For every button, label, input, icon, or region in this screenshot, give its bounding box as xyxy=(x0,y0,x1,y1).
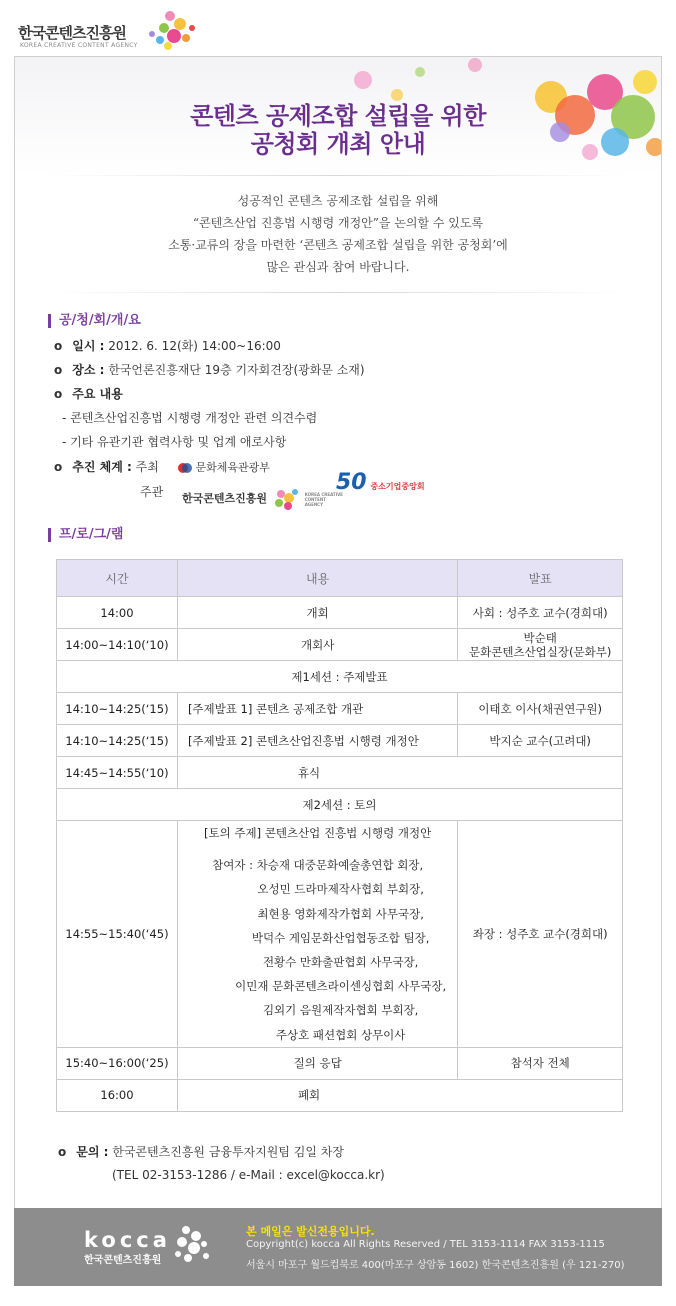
session-cell: 제2세션 : 토의 xyxy=(57,789,623,821)
intro-line: 성공적인 콘텐츠 공제조합 설립을 위해 xyxy=(237,194,439,208)
content-cell xyxy=(177,1079,622,1111)
org-label: 추진 체계 : xyxy=(72,460,132,474)
time-cell: 14:00 xyxy=(57,597,178,629)
logo-korean-text: 한국콘텐츠진흥원 xyxy=(18,24,126,42)
table-row xyxy=(57,1047,623,1079)
discussion-cell xyxy=(177,821,457,1048)
organizer-logo-kocca xyxy=(182,486,345,512)
contact-details[interactable]: (TEL 02-3153-1286 / e-Mail : excel@kocca.kr) xyxy=(112,1168,385,1182)
participant: 최현용 영화제작가협회 사무국장, xyxy=(257,906,424,921)
organizer-label: 주관 xyxy=(140,485,164,499)
logo-dots-icon xyxy=(134,8,214,54)
overview-org xyxy=(54,458,159,475)
organizer-logo-en: KOREA CREATIVE CONTENT AGENCY xyxy=(304,491,343,507)
contact-label: 문의 : xyxy=(76,1145,109,1159)
table-header-row xyxy=(57,560,623,597)
participants-label: 참여자 : xyxy=(212,858,253,873)
organizer-logo-text: 한국콘텐츠진흥원 xyxy=(182,492,268,505)
content-cell: 개회 xyxy=(177,597,457,629)
footer-dots-icon xyxy=(168,1222,214,1266)
program-heading: 프/로/그/램 xyxy=(48,528,123,542)
organizer-logo2-text: 중소기업중앙회 xyxy=(370,482,425,491)
content-cell xyxy=(177,757,622,789)
time-cell: 16:00 xyxy=(57,1079,178,1111)
time-cell: 14:45~14:55(‘10) xyxy=(57,757,178,789)
overview-heading: 공/청/회/개/요 xyxy=(48,314,141,328)
time-cell: 14:10~14:25(‘15) xyxy=(57,693,178,725)
host-label: 주최 xyxy=(135,460,159,474)
intro-line: “콘텐츠산업 진흥법 시행령 개정안”을 논의할 수 있도록 xyxy=(192,216,484,230)
speaker-cell: 참석자 전체 xyxy=(458,1047,623,1079)
participant: 전황수 만화출판협회 사무국장, xyxy=(262,955,419,970)
footer-address: 서울시 마포구 월드컵북로 400(마포구 상암동 1602) 한국콘텐츠진흥원 (우 121-270) xyxy=(246,1260,625,1271)
table-row xyxy=(57,1079,623,1111)
organizer-logo-kbiz xyxy=(336,470,425,495)
footer-brand-korean: 한국콘텐츠진흥원 xyxy=(84,1255,162,1266)
time-cell: 14:55~15:40(‘45) xyxy=(57,821,178,1048)
participant: 박덕수 게임문화산업협동조합 팀장, xyxy=(251,930,430,945)
column-header-time: 시간 xyxy=(57,560,178,597)
content-cell: [주제발표 1] 콘텐츠 공제조합 개관 xyxy=(177,693,457,725)
overview-date xyxy=(54,337,281,354)
discussion-topic: [토의 주제] 콘텐츠산업 진흥법 시행령 개정안 xyxy=(204,826,432,840)
anniversary-number: 50 xyxy=(336,470,367,495)
place-value: 한국언론진흥재단 19층 기자회견장(광화문 소재) xyxy=(108,363,365,377)
column-header-content: 내용 xyxy=(177,560,457,597)
footer-copyright: Copyright(c) kocca All Rights Reserved / TEL 3153-1114 FAX 3153-1115 xyxy=(246,1239,605,1250)
table-row xyxy=(57,821,623,1048)
top-logo[interactable] xyxy=(14,8,214,54)
bullet: o xyxy=(54,339,63,353)
content-cell: 개회사 xyxy=(177,629,457,661)
page-title-line1: 콘텐츠 공제조합 설립을 위한 xyxy=(190,102,486,130)
bullet: o xyxy=(54,363,63,377)
table-row xyxy=(57,693,623,725)
footer-notice: 본 메일은 발신전용입니다. xyxy=(246,1225,375,1238)
speaker-cell: 이태호 이사(채권연구원) xyxy=(458,693,623,725)
host-logo xyxy=(178,459,270,475)
time-cell: 14:10~14:25(‘15) xyxy=(57,725,178,757)
page-title-line2: 공청회 개최 안내 xyxy=(250,130,426,158)
host-value: 문화체육관광부 xyxy=(195,461,270,474)
intro-line: 소통·교류의 장을 마련한 ‘콘텐츠 공제조합 설립을 위한 공청회’에 xyxy=(168,238,508,252)
speaker-title: 문화콘텐츠산업실장(문화부) xyxy=(469,644,612,659)
content-item: - 기타 유관기관 협력사항 및 업계 애로사항 xyxy=(62,435,287,449)
participant-line xyxy=(178,853,457,877)
logo-english-text: KOREA CREATIVE CONTENT AGENCY xyxy=(20,42,138,49)
bullet: o xyxy=(54,387,63,401)
time-cell: 15:40~16:00(‘25) xyxy=(57,1047,178,1079)
overview-place xyxy=(54,361,365,378)
overview-content-heading xyxy=(54,385,123,402)
participant: 이민재 문화콘텐츠라이센싱협회 사무국장, xyxy=(235,979,447,994)
participant: 차승재 대중문화예술총연합 회장, xyxy=(256,858,424,873)
table-row xyxy=(57,597,623,629)
intro-text xyxy=(0,190,676,278)
participant: 오성민 드라마제작사협회 부회장, xyxy=(257,882,424,897)
speaker-cell: 사회 : 성주호 교수(경희대) xyxy=(458,597,623,629)
break-label: 휴식 xyxy=(297,765,321,780)
divider xyxy=(48,292,628,293)
intro-line: 많은 관심과 참여 바랍니다. xyxy=(266,260,410,274)
contact-value: 한국콘텐츠진흥원 금융투자지원팀 김일 차장 xyxy=(112,1145,344,1159)
table-row xyxy=(57,629,623,661)
session-row xyxy=(57,661,623,693)
content-cell: 질의 응답 xyxy=(177,1047,457,1079)
place-label: 장소 : xyxy=(72,363,105,377)
session-cell: 제1세션 : 주제발표 xyxy=(57,661,623,693)
content-item: - 콘텐츠산업진흥법 시행령 개정안 관련 의견수렴 xyxy=(62,411,318,425)
session-row xyxy=(57,789,623,821)
content-cell: [주제발표 2] 콘텐츠산업진흥법 시행령 개정안 xyxy=(177,725,457,757)
table-row xyxy=(57,757,623,789)
content-label: 주요 내용 xyxy=(72,387,123,401)
footer-brand[interactable]: kocca xyxy=(84,1228,171,1252)
participant: 주상호 패션협회 상무이사 xyxy=(275,1027,406,1042)
table-row xyxy=(57,725,623,757)
contact-line xyxy=(58,1143,344,1160)
bullet: o xyxy=(58,1145,67,1159)
closing-label: 폐회 xyxy=(297,1088,321,1103)
speaker-cell xyxy=(458,629,623,661)
date-label: 일시 : xyxy=(72,339,105,353)
program-table xyxy=(56,559,623,1112)
column-header-speaker: 발표 xyxy=(458,560,623,597)
speaker-cell: 박지순 교수(고려대) xyxy=(458,725,623,757)
ministry-emblem-icon xyxy=(178,462,192,474)
divider xyxy=(48,175,628,176)
speaker-cell: 좌장 : 성주호 교수(경희대) xyxy=(458,821,623,1048)
time-cell: 14:00~14:10(‘10) xyxy=(57,629,178,661)
speaker-name: 박순태 xyxy=(523,630,557,645)
logo-dots-icon xyxy=(271,486,301,512)
participant: 김외기 음원제작자협회 부회장, xyxy=(262,1003,419,1018)
bullet: o xyxy=(54,460,63,474)
date-value: 2012. 6. 12(화) 14:00~16:00 xyxy=(108,339,281,353)
